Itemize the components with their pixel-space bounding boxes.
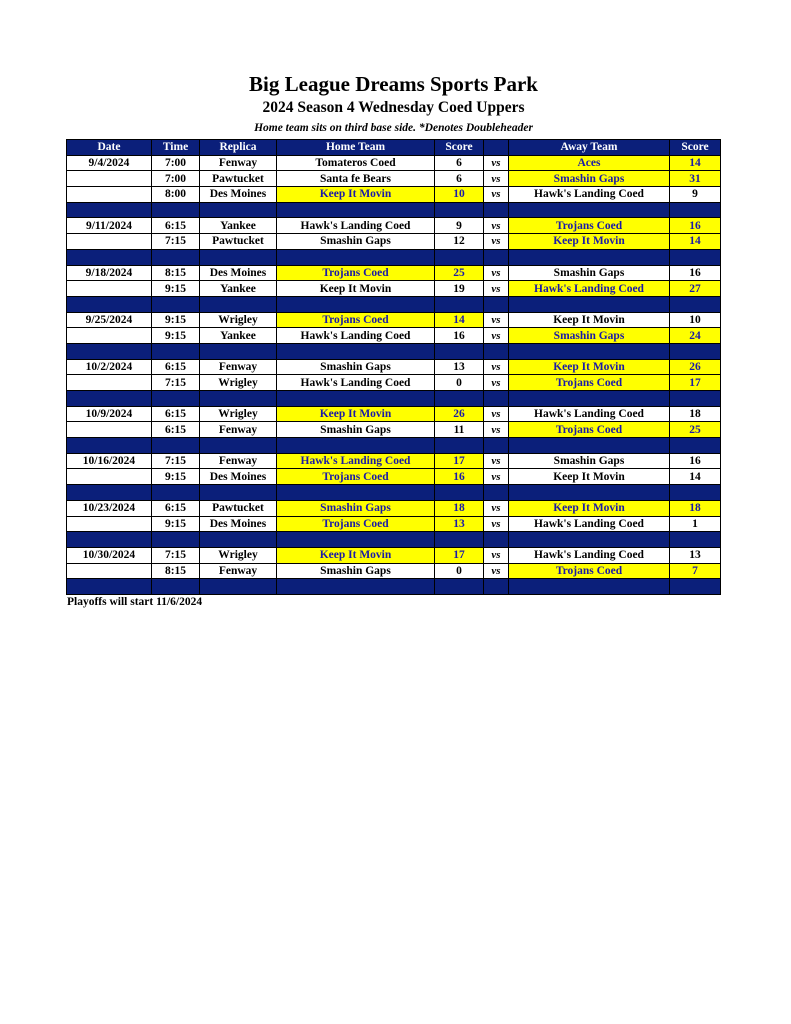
header-vs <box>484 140 509 156</box>
divider-cell <box>435 391 484 407</box>
game-row <box>67 406 721 422</box>
time-cell: 9:15 <box>152 328 200 344</box>
away-score-cell: 7 <box>670 563 721 579</box>
date-cell <box>67 187 152 203</box>
week-divider <box>67 343 721 359</box>
date-cell <box>67 563 152 579</box>
away-team-cell: Smashin Gaps <box>509 171 670 187</box>
home-team-cell: Smashin Gaps <box>277 234 435 250</box>
header-time: Time <box>152 140 200 156</box>
away-score-cell: 13 <box>670 547 721 563</box>
game-row <box>67 312 721 328</box>
replica-cell: Yankee <box>200 281 277 297</box>
home-score-cell: 6 <box>435 171 484 187</box>
game-row <box>67 547 721 563</box>
vs-cell: vs <box>484 171 509 187</box>
away-team-cell: Hawk's Landing Coed <box>509 406 670 422</box>
divider-cell <box>509 485 670 501</box>
divider-cell <box>435 532 484 548</box>
date-cell: 10/30/2024 <box>67 547 152 563</box>
home-score-cell: 13 <box>435 516 484 532</box>
divider-cell <box>152 532 200 548</box>
away-team-cell: Keep It Movin <box>509 234 670 250</box>
divider-cell <box>152 438 200 454</box>
date-cell <box>67 281 152 297</box>
time-cell: 6:15 <box>152 218 200 234</box>
home-score-cell: 19 <box>435 281 484 297</box>
away-team-cell: Smashin Gaps <box>509 453 670 469</box>
vs-cell: vs <box>484 155 509 171</box>
divider-cell <box>277 343 435 359</box>
home-team-cell: Keep It Movin <box>277 547 435 563</box>
away-score-cell: 16 <box>670 265 721 281</box>
replica-cell: Pawtucket <box>200 500 277 516</box>
home-team-cell: Hawk's Landing Coed <box>277 328 435 344</box>
vs-cell: vs <box>484 406 509 422</box>
divider-cell <box>200 532 277 548</box>
week-divider <box>67 532 721 548</box>
game-row <box>67 359 721 375</box>
divider-cell <box>200 391 277 407</box>
divider-cell <box>152 202 200 218</box>
away-team-cell: Aces <box>509 155 670 171</box>
date-cell: 10/23/2024 <box>67 500 152 516</box>
divider-cell <box>484 202 509 218</box>
away-score-cell: 25 <box>670 422 721 438</box>
divider-cell <box>509 579 670 595</box>
date-cell <box>67 328 152 344</box>
time-cell: 8:15 <box>152 265 200 281</box>
date-cell <box>67 422 152 438</box>
divider-cell <box>670 579 721 595</box>
game-row <box>67 281 721 297</box>
away-score-cell: 14 <box>670 155 721 171</box>
time-cell: 7:00 <box>152 171 200 187</box>
divider-cell <box>277 296 435 312</box>
vs-cell: vs <box>484 422 509 438</box>
away-score-cell: 31 <box>670 171 721 187</box>
away-score-cell: 14 <box>670 234 721 250</box>
replica-cell: Wrigley <box>200 547 277 563</box>
time-cell: 7:15 <box>152 453 200 469</box>
playoffs-note: Playoffs will start 11/6/2024 <box>67 596 203 608</box>
divider-cell <box>484 579 509 595</box>
vs-cell: vs <box>484 516 509 532</box>
replica-cell: Fenway <box>200 563 277 579</box>
schedule-body <box>67 155 721 594</box>
time-cell: 6:15 <box>152 406 200 422</box>
game-row <box>67 265 721 281</box>
divider-cell <box>277 438 435 454</box>
time-cell: 6:15 <box>152 359 200 375</box>
away-team-cell: Smashin Gaps <box>509 328 670 344</box>
divider-cell <box>200 202 277 218</box>
date-cell: 10/9/2024 <box>67 406 152 422</box>
home-team-cell: Keep It Movin <box>277 187 435 203</box>
away-team-cell: Keep It Movin <box>509 500 670 516</box>
away-team-cell: Trojans Coed <box>509 375 670 391</box>
date-cell <box>67 469 152 485</box>
date-cell: 9/18/2024 <box>67 265 152 281</box>
date-cell: 9/25/2024 <box>67 312 152 328</box>
divider-cell <box>152 579 200 595</box>
away-score-cell: 18 <box>670 406 721 422</box>
divider-cell <box>484 296 509 312</box>
divider-cell <box>484 391 509 407</box>
replica-cell: Des Moines <box>200 469 277 485</box>
divider-cell <box>200 485 277 501</box>
game-row <box>67 375 721 391</box>
divider-cell <box>152 485 200 501</box>
divider-cell <box>152 343 200 359</box>
time-cell: 6:15 <box>152 500 200 516</box>
week-divider <box>67 485 721 501</box>
replica-cell: Wrigley <box>200 375 277 391</box>
away-team-cell: Keep It Movin <box>509 359 670 375</box>
vs-cell: vs <box>484 234 509 250</box>
divider-cell <box>670 296 721 312</box>
divider-cell <box>670 438 721 454</box>
away-score-cell: 17 <box>670 375 721 391</box>
divider-cell <box>670 532 721 548</box>
week-divider <box>67 202 721 218</box>
divider-cell <box>277 202 435 218</box>
divider-cell <box>670 202 721 218</box>
header-date: Date <box>67 140 152 156</box>
time-cell: 7:15 <box>152 234 200 250</box>
home-score-cell: 0 <box>435 375 484 391</box>
replica-cell: Des Moines <box>200 265 277 281</box>
replica-cell: Pawtucket <box>200 234 277 250</box>
home-score-cell: 10 <box>435 187 484 203</box>
divider-cell <box>152 391 200 407</box>
vs-cell: vs <box>484 281 509 297</box>
page-title: Big League Dreams Sports Park <box>249 72 538 96</box>
home-score-cell: 11 <box>435 422 484 438</box>
vs-cell: vs <box>484 359 509 375</box>
page-subtitle: 2024 Season 4 Wednesday Coed Uppers <box>262 99 525 116</box>
divider-cell <box>200 579 277 595</box>
away-team-cell: Hawk's Landing Coed <box>509 547 670 563</box>
divider-cell <box>670 249 721 265</box>
divider-cell <box>670 391 721 407</box>
home-score-cell: 14 <box>435 312 484 328</box>
vs-cell: vs <box>484 265 509 281</box>
replica-cell: Fenway <box>200 359 277 375</box>
vs-cell: vs <box>484 375 509 391</box>
away-score-cell: 27 <box>670 281 721 297</box>
away-team-cell: Trojans Coed <box>509 422 670 438</box>
date-cell <box>67 234 152 250</box>
time-cell: 8:00 <box>152 187 200 203</box>
game-row <box>67 234 721 250</box>
game-row <box>67 155 721 171</box>
home-score-cell: 18 <box>435 500 484 516</box>
week-divider <box>67 296 721 312</box>
home-score-cell: 17 <box>435 547 484 563</box>
divider-cell <box>435 438 484 454</box>
home-team-cell: Trojans Coed <box>277 265 435 281</box>
divider-cell <box>509 532 670 548</box>
divider-cell <box>67 532 152 548</box>
away-score-cell: 14 <box>670 469 721 485</box>
divider-cell <box>509 343 670 359</box>
time-cell: 9:15 <box>152 281 200 297</box>
away-team-cell: Hawk's Landing Coed <box>509 187 670 203</box>
away-team-cell: Hawk's Landing Coed <box>509 516 670 532</box>
divider-cell <box>435 485 484 501</box>
date-cell: 9/11/2024 <box>67 218 152 234</box>
divider-cell <box>152 249 200 265</box>
divider-cell <box>484 532 509 548</box>
home-team-cell: Keep It Movin <box>277 406 435 422</box>
away-score-cell: 24 <box>670 328 721 344</box>
away-score-cell: 16 <box>670 453 721 469</box>
vs-cell: vs <box>484 218 509 234</box>
divider-cell <box>435 296 484 312</box>
time-cell: 7:00 <box>152 155 200 171</box>
home-team-cell: Smashin Gaps <box>277 500 435 516</box>
divider-cell <box>670 343 721 359</box>
away-score-cell: 26 <box>670 359 721 375</box>
home-score-cell: 13 <box>435 359 484 375</box>
game-row <box>67 563 721 579</box>
replica-cell: Yankee <box>200 218 277 234</box>
divider-cell <box>484 485 509 501</box>
divider-cell <box>509 296 670 312</box>
week-divider <box>67 579 721 595</box>
week-divider <box>67 249 721 265</box>
schedule-table <box>66 139 721 595</box>
divider-cell <box>435 579 484 595</box>
header-row <box>67 140 721 156</box>
divider-cell <box>509 202 670 218</box>
away-score-cell: 16 <box>670 218 721 234</box>
divider-cell <box>67 485 152 501</box>
vs-cell: vs <box>484 563 509 579</box>
away-team-cell: Hawk's Landing Coed <box>509 281 670 297</box>
replica-cell: Des Moines <box>200 516 277 532</box>
divider-cell <box>200 249 277 265</box>
vs-cell: vs <box>484 469 509 485</box>
game-row <box>67 328 721 344</box>
replica-cell: Yankee <box>200 328 277 344</box>
home-score-cell: 25 <box>435 265 484 281</box>
replica-cell: Wrigley <box>200 312 277 328</box>
divider-cell <box>484 249 509 265</box>
divider-cell <box>67 296 152 312</box>
divider-cell <box>435 343 484 359</box>
header-away-team: Away Team <box>509 140 670 156</box>
divider-cell <box>277 249 435 265</box>
date-cell <box>67 516 152 532</box>
replica-cell: Wrigley <box>200 406 277 422</box>
home-score-cell: 6 <box>435 155 484 171</box>
time-cell: 9:15 <box>152 469 200 485</box>
schedule-note: Home team sits on third base side. *Denotes Doubleheader <box>254 122 533 134</box>
divider-cell <box>509 438 670 454</box>
home-score-cell: 0 <box>435 563 484 579</box>
divider-cell <box>670 485 721 501</box>
divider-cell <box>435 249 484 265</box>
away-score-cell: 18 <box>670 500 721 516</box>
divider-cell <box>484 343 509 359</box>
vs-cell: vs <box>484 328 509 344</box>
divider-cell <box>509 249 670 265</box>
divider-cell <box>152 296 200 312</box>
time-cell: 6:15 <box>152 422 200 438</box>
away-team-cell: Trojans Coed <box>509 563 670 579</box>
replica-cell: Fenway <box>200 453 277 469</box>
replica-cell: Pawtucket <box>200 171 277 187</box>
away-score-cell: 9 <box>670 187 721 203</box>
game-row <box>67 453 721 469</box>
away-score-cell: 1 <box>670 516 721 532</box>
time-cell: 8:15 <box>152 563 200 579</box>
home-score-cell: 16 <box>435 469 484 485</box>
week-divider <box>67 438 721 454</box>
header-home-team: Home Team <box>277 140 435 156</box>
away-team-cell: Smashin Gaps <box>509 265 670 281</box>
divider-cell <box>67 343 152 359</box>
home-score-cell: 17 <box>435 453 484 469</box>
date-cell <box>67 171 152 187</box>
divider-cell <box>484 438 509 454</box>
home-team-cell: Hawk's Landing Coed <box>277 218 435 234</box>
game-row <box>67 187 721 203</box>
home-team-cell: Hawk's Landing Coed <box>277 453 435 469</box>
home-team-cell: Santa fe Bears <box>277 171 435 187</box>
divider-cell <box>277 532 435 548</box>
divider-cell <box>435 202 484 218</box>
divider-cell <box>277 579 435 595</box>
game-row <box>67 469 721 485</box>
game-row <box>67 422 721 438</box>
home-team-cell: Hawk's Landing Coed <box>277 375 435 391</box>
time-cell: 9:15 <box>152 516 200 532</box>
divider-cell <box>67 438 152 454</box>
home-score-cell: 16 <box>435 328 484 344</box>
date-cell: 9/4/2024 <box>67 155 152 171</box>
game-row <box>67 171 721 187</box>
vs-cell: vs <box>484 453 509 469</box>
header-home-score: Score <box>435 140 484 156</box>
away-score-cell: 10 <box>670 312 721 328</box>
vs-cell: vs <box>484 500 509 516</box>
time-cell: 7:15 <box>152 547 200 563</box>
replica-cell: Fenway <box>200 155 277 171</box>
away-team-cell: Keep It Movin <box>509 469 670 485</box>
home-team-cell: Tomateros Coed <box>277 155 435 171</box>
date-cell <box>67 375 152 391</box>
header-away-score: Score <box>670 140 721 156</box>
replica-cell: Des Moines <box>200 187 277 203</box>
home-team-cell: Smashin Gaps <box>277 563 435 579</box>
replica-cell: Fenway <box>200 422 277 438</box>
home-team-cell: Smashin Gaps <box>277 422 435 438</box>
divider-cell <box>509 391 670 407</box>
home-team-cell: Trojans Coed <box>277 516 435 532</box>
home-team-cell: Keep It Movin <box>277 281 435 297</box>
divider-cell <box>67 391 152 407</box>
home-team-cell: Smashin Gaps <box>277 359 435 375</box>
game-row <box>67 516 721 532</box>
home-score-cell: 26 <box>435 406 484 422</box>
date-cell: 10/2/2024 <box>67 359 152 375</box>
divider-cell <box>67 202 152 218</box>
divider-cell <box>67 579 152 595</box>
home-team-cell: Trojans Coed <box>277 469 435 485</box>
game-row <box>67 500 721 516</box>
divider-cell <box>200 296 277 312</box>
home-score-cell: 12 <box>435 234 484 250</box>
divider-cell <box>200 438 277 454</box>
time-cell: 7:15 <box>152 375 200 391</box>
vs-cell: vs <box>484 312 509 328</box>
divider-cell <box>67 249 152 265</box>
home-team-cell: Trojans Coed <box>277 312 435 328</box>
week-divider <box>67 391 721 407</box>
vs-cell: vs <box>484 547 509 563</box>
divider-cell <box>277 391 435 407</box>
divider-cell <box>200 343 277 359</box>
home-score-cell: 9 <box>435 218 484 234</box>
away-team-cell: Trojans Coed <box>509 218 670 234</box>
away-team-cell: Keep It Movin <box>509 312 670 328</box>
game-row <box>67 218 721 234</box>
header-replica: Replica <box>200 140 277 156</box>
divider-cell <box>277 485 435 501</box>
date-cell: 10/16/2024 <box>67 453 152 469</box>
time-cell: 9:15 <box>152 312 200 328</box>
vs-cell: vs <box>484 187 509 203</box>
